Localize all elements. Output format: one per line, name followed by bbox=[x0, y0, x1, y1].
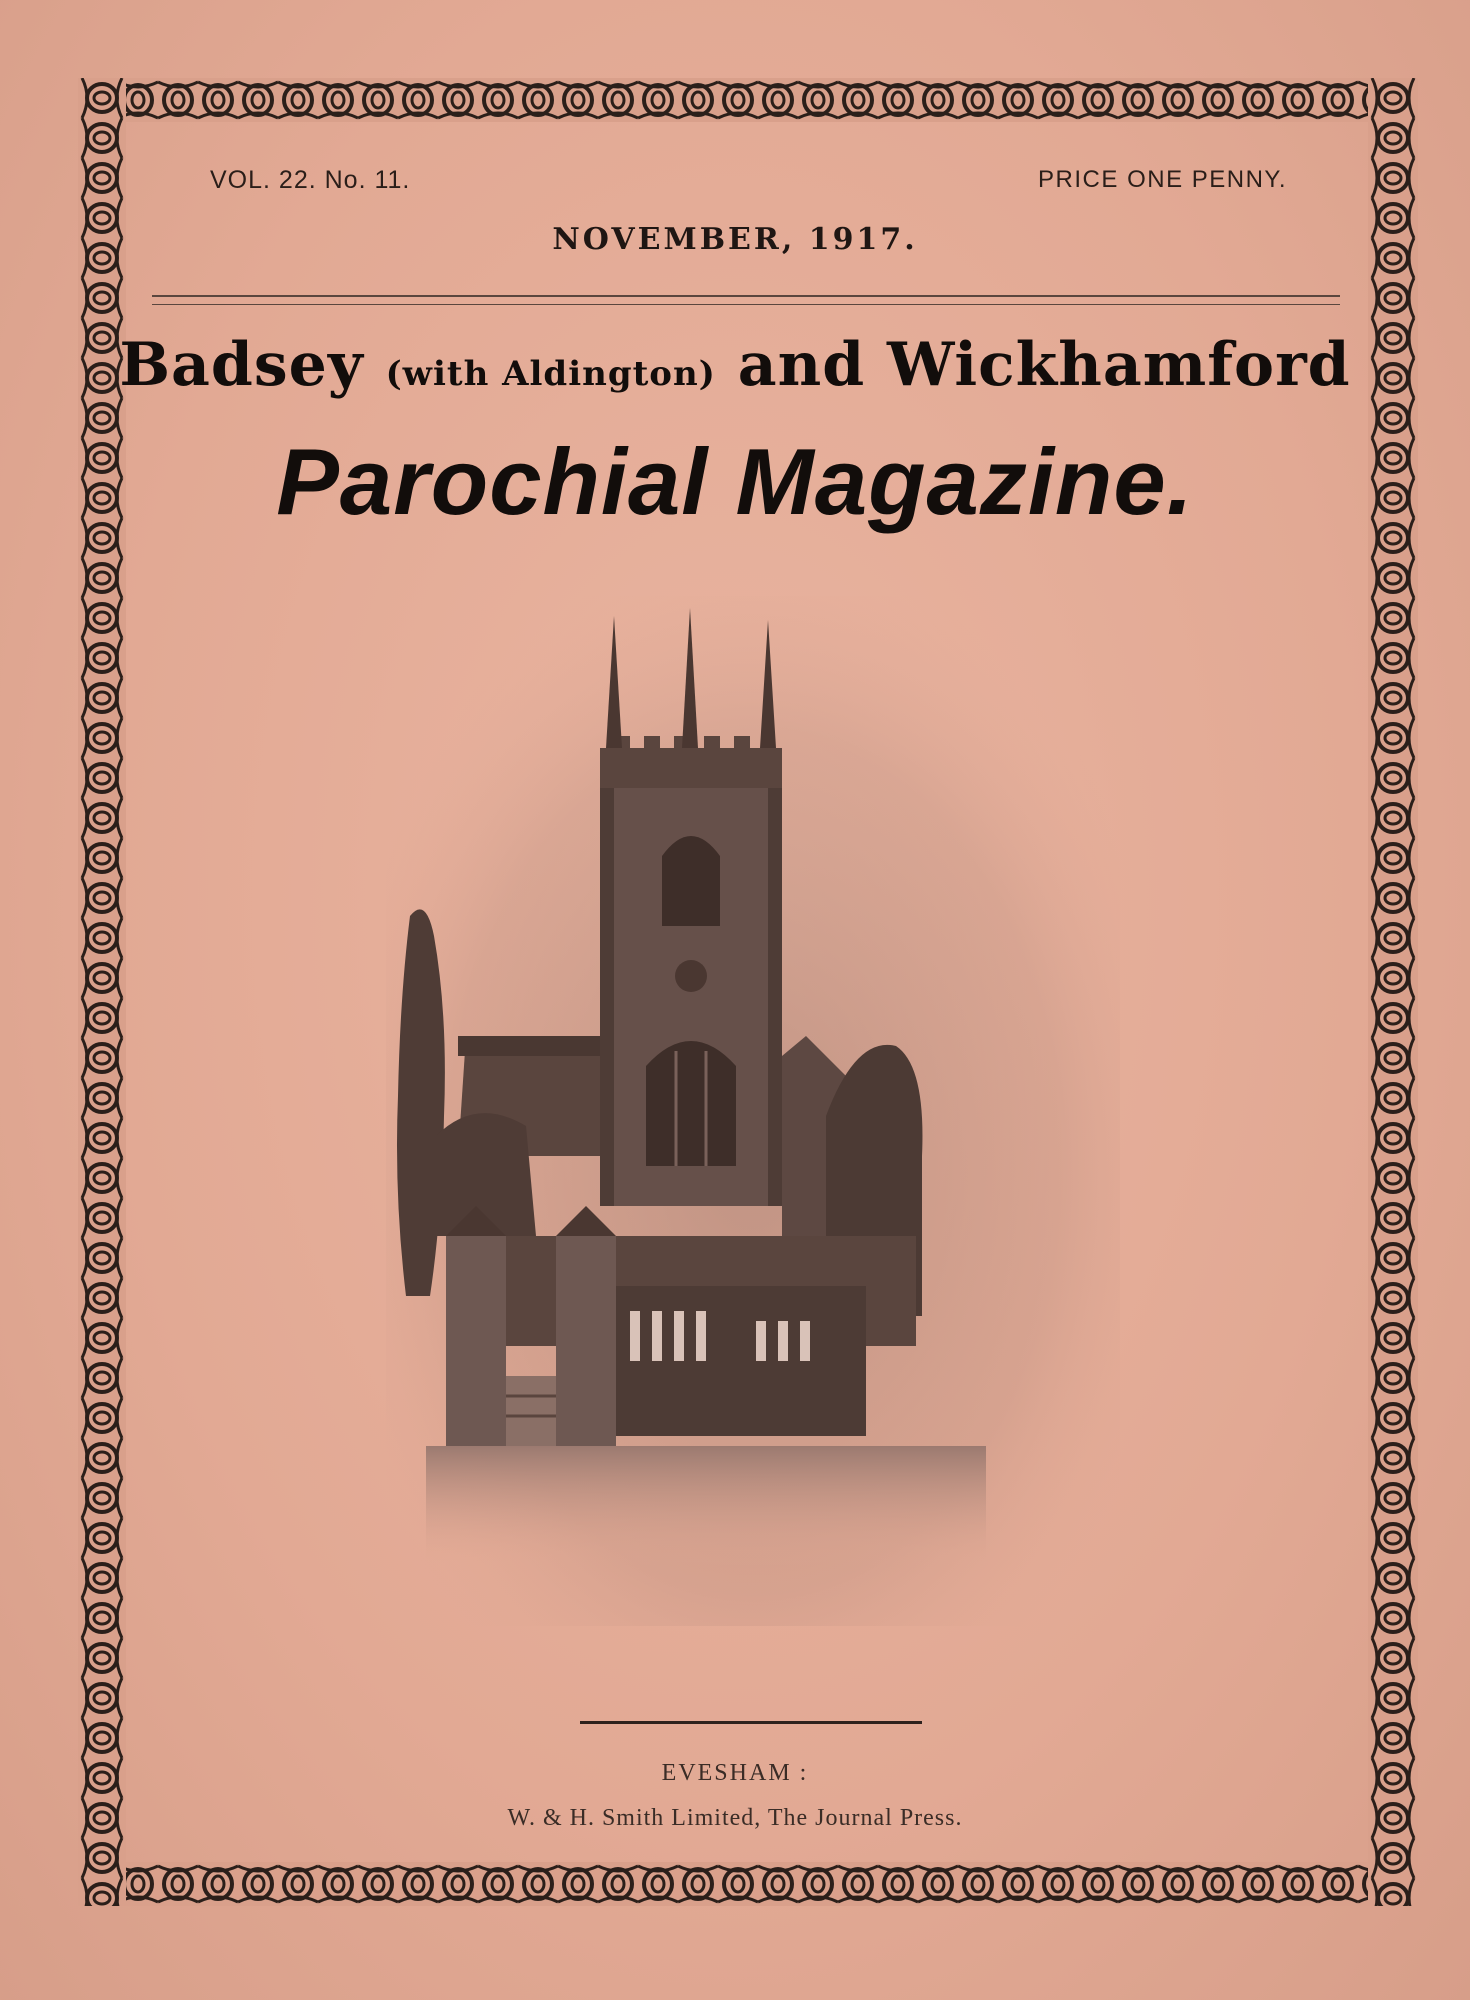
magazine-title bbox=[0, 330, 1470, 400]
footer-rule bbox=[580, 1721, 922, 1724]
imprint-town: EVESHAM : bbox=[661, 1760, 809, 1786]
title-wickhamford: and Wickhamford bbox=[737, 330, 1351, 400]
magazine-subtitle: Parochial Magazine. bbox=[276, 429, 1194, 534]
ornamental-border-bottom bbox=[78, 1862, 1418, 1906]
title-aldington: (with Aldington) bbox=[385, 354, 716, 394]
title-badsey: Badsey bbox=[119, 330, 364, 400]
volume-number: VOL. 22. No. 11. bbox=[210, 166, 411, 194]
church-photograph bbox=[386, 596, 1120, 1626]
ornamental-border-top bbox=[78, 78, 1418, 122]
double-rule bbox=[152, 295, 1340, 305]
issue-date: NOVEMBER, 1917. bbox=[552, 222, 918, 257]
price-label: PRICE ONE PENNY. bbox=[1038, 166, 1287, 193]
imprint-printer: W. & H. Smith Limited, The Journal Press. bbox=[507, 1805, 963, 1831]
